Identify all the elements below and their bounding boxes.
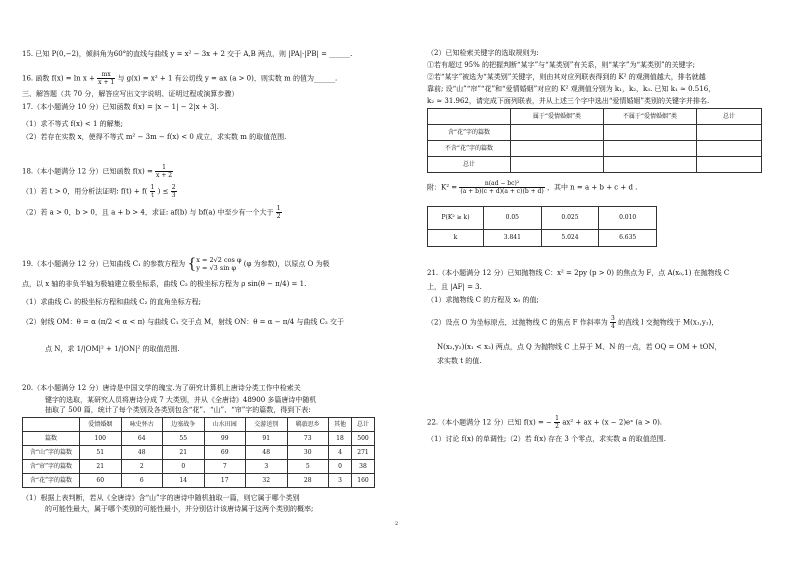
question-20-line-3: 抽取了 500 篇，统计了每个类别及各类别包含“花”、“山”、“帘”字的篇数，得到下表: <box>45 406 311 414</box>
fraction: $\frac{1}{2}$ <box>555 415 559 430</box>
section-heading: 三、解答题（共 70 分，解答应写出文字说明、证明过程或演算步骤） <box>22 90 239 98</box>
fraction: $\frac{\text{n(ad − bc)²}}{(a + b)(c + d)(a + c)(b + d)}$ <box>460 180 544 195</box>
question-21-cont: 上，且 |AF| = 3. <box>427 283 482 291</box>
question-22: 22.（本小题满分 12 分）已知 f(x) = − $\frac{1}{2}$ ax² + ax + (x − 2)eˣ (a > 0). <box>427 415 663 430</box>
question-19: 19.（本小题满分 12 分）已知曲线 C₁ 的参数方程为 { x = 2√2 cos φ y = √3 sin φ (φ 为参数)，以原点 O 为极 <box>22 256 330 272</box>
table-row: 含“花”字的篇数 <box>428 125 762 141</box>
table-row: 含“花”字的篇数 60 6 14 17 32 28 3 160 <box>23 474 375 488</box>
question-17-part-2: （2）若存在实数 x，使得不等式 m² − 3m − f(x) < 0 成立，求实数 m 的取值范围. <box>22 133 287 141</box>
question-19-part-2-cont: 点 N，求 1/|OM|² + 1/|ON|² 的取值范围. <box>45 345 180 353</box>
fraction: $\frac{2}{3}$ <box>171 184 176 199</box>
question-15: 15. 已知 P(0,−2)，倾斜角为60°的直线与曲线 y = x² − 3x + 2 交于 A,B 两点，则 |PA|·|PB| = ______. <box>22 50 353 58</box>
question-21: 21.（本小题满分 12 分）已知抛物线 C：x² = 2py (p > 0) 的焦点为 F，点 A(x₀,1) 在抛物线 C <box>427 269 730 277</box>
table-row: 篇数 100 64 55 99 91 73 18 500 <box>23 432 375 446</box>
table-header-row: 爱情婚姻 咏史怀古 边塞战争 山水田园 交游送别 羁旅思乡 其他 总计 <box>23 418 375 432</box>
question-22-parts: （1）讨论 f(x) 的单调性;（2）若 f(x) 存在 3 个零点，求实数 a 的取值范围. <box>427 435 666 443</box>
fraction: $\frac{3}{4}$ <box>611 315 615 330</box>
table-row: k 3.841 5.024 6.635 <box>428 230 657 247</box>
fraction: $\frac{mx}{x + 1}$ <box>98 71 115 86</box>
table-header-row: P(K² ≥ k) 0.05 0.025 0.010 <box>428 207 657 230</box>
question-20-part-2: （2）已知检索关键字的选取规则为: <box>427 49 539 57</box>
question-21-part-2-cont: N(x₂,y₂)(x₁ < x₂) 两点，点 Q 为抛物线 C 上异于 M、N 的一点，若 OQ = OM + tON， <box>437 343 722 351</box>
rule-4: k₂ ≈ 31.962，请完成下面列联表，并从上述三个字中选出“爱情婚姻”类别的关键字并排名. <box>427 97 710 105</box>
rule-2: ②若“某字”被选为“某类别”关键字，则由其对应列联表得到的 K² 的观测值越大，排名就越 <box>427 73 706 81</box>
question-19-part-2: （2）射线 OM：θ = α (π/2 < α < π) 与曲线 C₁ 交于点 M，射线 ON：θ = α − π/4 与曲线 C₂ 交于 <box>22 318 345 326</box>
fraction: $\frac{1}{2}$ <box>276 205 281 220</box>
question-19-line-2: 点，以 x 轴的非负半轴为极轴建立极坐标系，曲线 C₂ 的极坐标方程为 ρ sin(θ − π/4) = 1. <box>22 280 307 288</box>
table-row: 总计 <box>428 157 762 173</box>
rule-3: 靠前; 设“山”“帘”“花”和“爱情婚姻”对应的 K² 观测值分别为 k₁，k₂，k₃. 已知 k₁ ≈ 0.516， <box>427 85 716 93</box>
page-number: 2 <box>395 521 399 527</box>
poem-category-table <box>22 417 375 488</box>
question-16: 16. 函数 f(x) = ln x + $\frac{mx}{x + 1}$ 与 g(x) = x² + 1 有公切线 y = ax (a > 0)，则实数 m 的值为______. <box>22 71 338 86</box>
table-row: 含“山”字的篇数 51 48 21 69 48 30 4 271 <box>23 446 375 460</box>
question-21-part-2-end: 求实数 t 的值. <box>437 357 482 365</box>
question-20-line-1: 20.（本小题满分 12 分）唐诗是中国文学的瑰宝.为了研究计算机上唐诗分类工作中检索关 <box>22 384 301 392</box>
question-17: 17.（本小题满分 10 分）已知函数 f(x) = |x − 1| − 2|x + 3|. <box>22 103 219 111</box>
question-21-part-2: （2）设点 O 为坐标原点，过抛物线 C 的焦点 F 作斜率为 $\frac{3}{4}$ 的直线 l 交抛物线于 M(x₁,y₁)， <box>427 315 719 330</box>
critical-value-table <box>427 206 657 247</box>
question-20-part-1-cont: 的可能性最大，属于哪个类别的可能性最小，并分别估计该唐诗属于这两个类别的概率; <box>45 505 314 513</box>
question-21-part-1: （1）求抛物线 C 的方程及 x₀ 的值; <box>427 296 539 304</box>
fraction: $\frac{1}{x + 2}$ <box>156 164 173 179</box>
rule-1: ①若有超过 95% 的把握判断“某字”与“某类别”有关系，则“某字”为“某类别”的关键字; <box>427 61 695 69</box>
question-18-part-1: （1）若 t > 0，用分析法证明: f(t) + f( $\frac{1}{t}$ ) ≤ $\frac{2}{3}$ <box>22 184 176 199</box>
question-19-part-1: （1）求曲线 C₁ 的极坐标方程和曲线 C₂ 的直角坐标方程; <box>22 298 202 306</box>
question-18-part-2: （2）若 a > 0，b > 0，且 a + b > 4，求证: af(b) 与 bf(a) 中至少有一个大于 $\frac{1}{2}$ <box>22 205 281 220</box>
question-20-line-2: 键字的选取，某研究人员将唐诗分成 7 大类别，并从《全唐诗》48900 多篇唐诗中随机 <box>45 396 317 404</box>
contingency-table <box>427 108 762 173</box>
question-20-part-1: （1）根据上表判断，若从《全唐诗》含“山”字的唐诗中随机抽取一篇，则它属于哪个类别 <box>22 494 300 502</box>
parametric-system: x = 2√2 cos φ y = √3 sin φ <box>196 256 242 272</box>
table-header-row: 属于“爱情婚姻”类 不属于“爱情婚姻”类 总计 <box>428 109 762 125</box>
k-squared-formula: 附：K² = $\frac{\text{n(ad − bc)²}}{(a + b)(c + d)(a + c)(b + d)}$ ，其中 n = a + b + c + d . <box>427 180 638 195</box>
question-17-part-1: （1）求不等式 f(x) < 1 的解集; <box>22 120 124 128</box>
table-row: 不含“花”字的篇数 <box>428 141 762 157</box>
fraction: $\frac{1}{t}$ <box>150 184 155 199</box>
table-row: 含“帘”字的篇数 21 2 0 7 3 5 0 38 <box>23 460 375 474</box>
question-18: 18.（本小题满分 12 分）已知函数 f(x) = $\frac{1}{x + 2}$ <box>22 164 173 179</box>
